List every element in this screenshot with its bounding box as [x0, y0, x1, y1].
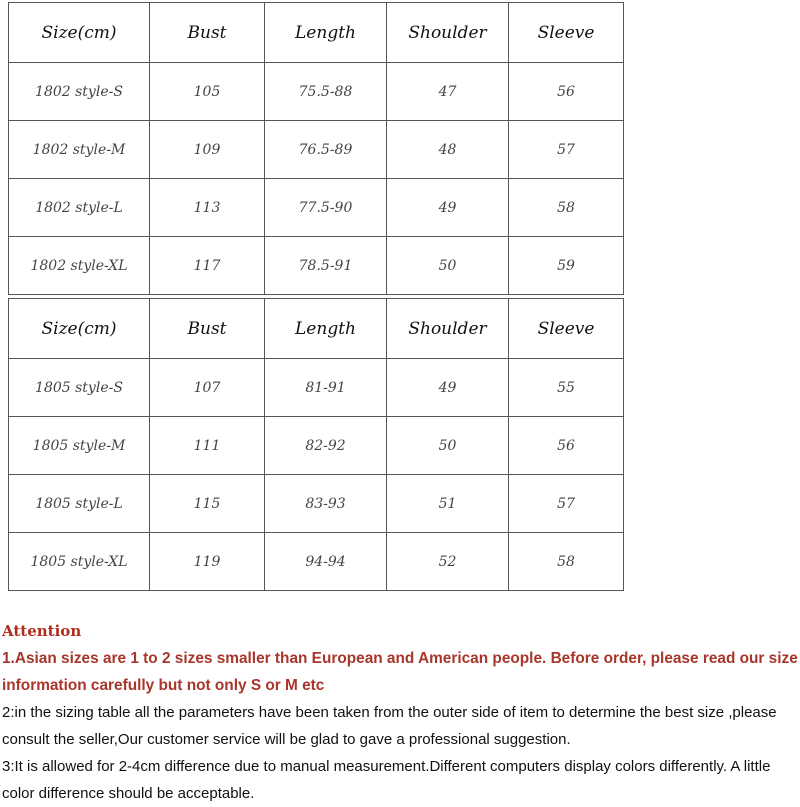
cell-length: 94-94 — [265, 533, 387, 591]
cell-size: 1805 style-L — [9, 475, 150, 533]
cell-bust: 119 — [150, 533, 265, 591]
header-bust: Bust — [150, 299, 265, 359]
cell-sleeve: 56 — [509, 63, 624, 121]
table-row — [9, 417, 624, 475]
cell-bust: 115 — [150, 475, 265, 533]
cell-shoulder: 49 — [387, 359, 509, 417]
cell-sleeve: 59 — [509, 237, 624, 295]
cell-bust: 107 — [150, 359, 265, 417]
table-row — [9, 475, 624, 533]
cell-shoulder: 51 — [387, 475, 509, 533]
cell-size: 1802 style-S — [9, 63, 150, 121]
cell-bust: 111 — [150, 417, 265, 475]
table-header-row — [9, 299, 624, 359]
cell-size: 1805 style-S — [9, 359, 150, 417]
cell-sleeve: 56 — [509, 417, 624, 475]
header-sleeve: Sleeve — [509, 299, 624, 359]
cell-shoulder: 50 — [387, 417, 509, 475]
cell-sleeve: 57 — [509, 475, 624, 533]
cell-length: 75.5-88 — [265, 63, 387, 121]
cell-sleeve: 58 — [509, 533, 624, 591]
cell-length: 83-93 — [265, 475, 387, 533]
cell-length: 78.5-91 — [265, 237, 387, 295]
note-1-line-1: 1.Asian sizes are 1 to 2 sizes smaller than European and American people. Before order, please read our size — [2, 650, 798, 667]
table-row — [9, 179, 624, 237]
header-shoulder: Shoulder — [387, 3, 509, 63]
header-bust: Bust — [150, 3, 265, 63]
table-row — [9, 121, 624, 179]
cell-size: 1802 style-L — [9, 179, 150, 237]
size-table-1805 — [8, 298, 624, 591]
table-header-row — [9, 3, 624, 63]
cell-sleeve: 58 — [509, 179, 624, 237]
note-3-line-2: color difference should be acceptable. — [2, 785, 255, 802]
cell-shoulder: 47 — [387, 63, 509, 121]
cell-sleeve: 55 — [509, 359, 624, 417]
cell-shoulder: 49 — [387, 179, 509, 237]
cell-length: 82-92 — [265, 417, 387, 475]
cell-length: 81-91 — [265, 359, 387, 417]
cell-shoulder: 50 — [387, 237, 509, 295]
header-size: Size(cm) — [9, 3, 150, 63]
table-row — [9, 237, 624, 295]
table-row — [9, 533, 624, 591]
cell-bust: 113 — [150, 179, 265, 237]
cell-length: 76.5-89 — [265, 121, 387, 179]
note-2-line-2: consult the seller,Our customer service will be glad to gave a professional suggestion. — [2, 731, 571, 748]
cell-shoulder: 48 — [387, 121, 509, 179]
cell-sleeve: 57 — [509, 121, 624, 179]
attention-notes — [2, 618, 800, 807]
header-sleeve: Sleeve — [509, 3, 624, 63]
header-size: Size(cm) — [9, 299, 150, 359]
note-1-line-2: information carefully but not only S or M etc — [2, 677, 325, 694]
table-row — [9, 63, 624, 121]
header-length: Length — [265, 299, 387, 359]
cell-bust: 117 — [150, 237, 265, 295]
attention-heading: Attention — [2, 622, 82, 640]
note-3-line-1: 3:It is allowed for 2-4cm difference due to manual measurement.Different computers display colors differently. A little — [2, 758, 771, 775]
cell-bust: 105 — [150, 63, 265, 121]
cell-bust: 109 — [150, 121, 265, 179]
header-shoulder: Shoulder — [387, 299, 509, 359]
size-table-1802 — [8, 2, 624, 295]
cell-size: 1805 style-M — [9, 417, 150, 475]
cell-size: 1802 style-XL — [9, 237, 150, 295]
note-2-line-1: 2:in the sizing table all the parameters have been taken from the outer side of item to determine the best size ,please — [2, 704, 777, 721]
cell-shoulder: 52 — [387, 533, 509, 591]
header-length: Length — [265, 3, 387, 63]
table-row — [9, 359, 624, 417]
cell-size: 1805 style-XL — [9, 533, 150, 591]
cell-size: 1802 style-M — [9, 121, 150, 179]
cell-length: 77.5-90 — [265, 179, 387, 237]
